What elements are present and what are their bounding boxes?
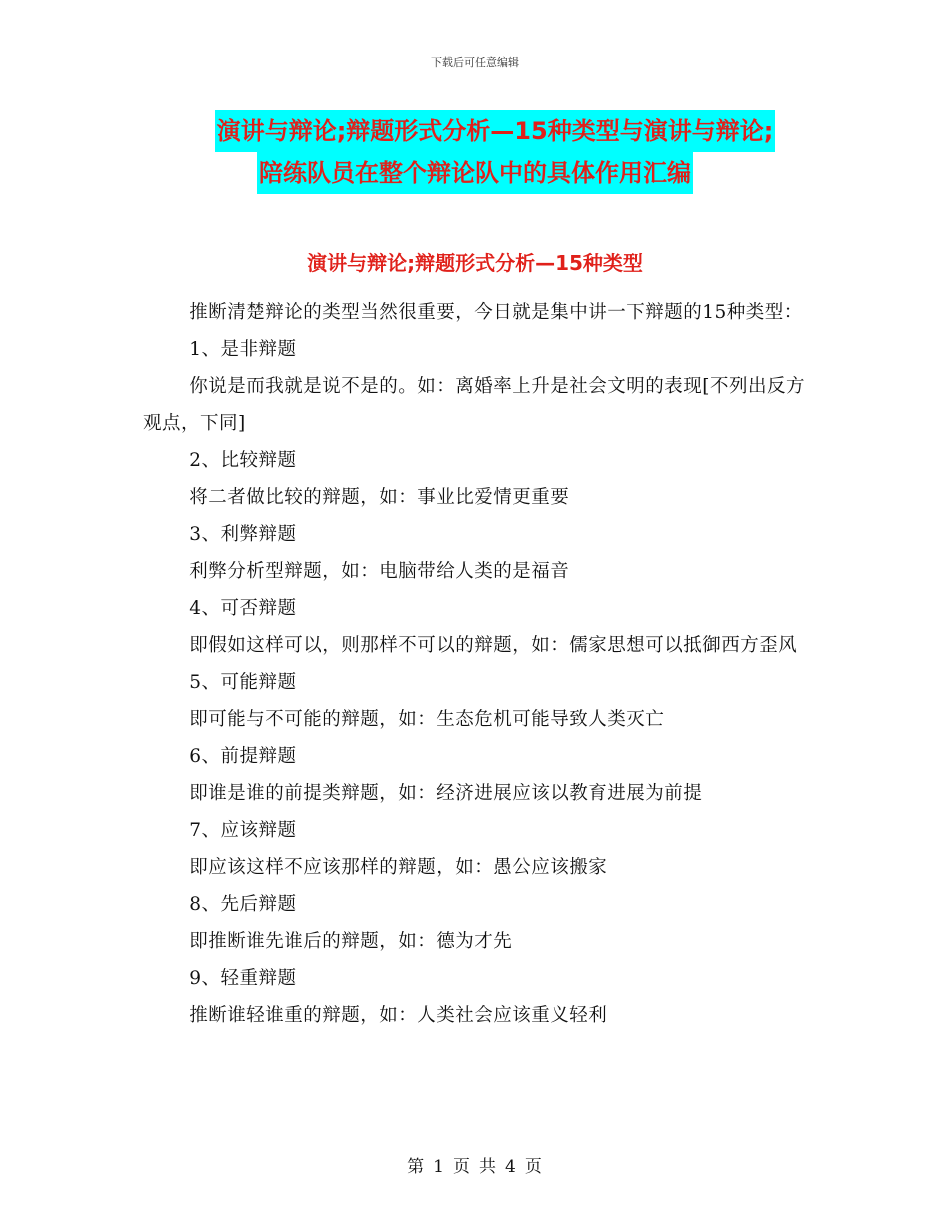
page-current: 1: [433, 1157, 445, 1177]
document-title-line-1: 演讲与辩论;辩题形式分析—15种类型与演讲与辩论;: [215, 110, 776, 152]
list-item-heading: 8、先后辩题: [189, 894, 297, 915]
total-unit: 页: [524, 1157, 543, 1177]
list-item-heading: 2、比较辩题: [189, 450, 297, 471]
paragraph: 即假如这样可以，则那样不可以的辩题，如：儒家思想可以抵御西方歪风: [189, 635, 798, 656]
page-footer: [0, 1152, 950, 1177]
list-item-heading: 1、是非辩题: [189, 339, 297, 360]
paragraph: 你说是而我就是说不是的。如：离婚率上升是社会文明的表现[不列出反方观点，下同]: [143, 376, 805, 434]
paragraph: 利弊分析型辩题，如：电脑带给人类的是福音: [189, 561, 570, 582]
page-label: 第: [407, 1157, 426, 1177]
page-unit: 页: [453, 1157, 471, 1177]
list-item-heading: 6、前提辩题: [189, 746, 297, 767]
paragraph: 推断清楚辩论的类型当然很重要，今日就是集中讲一下辩题的15种类型：: [189, 302, 803, 323]
document-title-line-2: 陪练队员在整个辩论队中的具体作用汇编: [257, 152, 693, 194]
body-text: [143, 294, 808, 1034]
paragraph: 即谁是谁的前提类辩题，如：经济进展应该以教育进展为前提: [189, 783, 703, 804]
list-item-heading: 5、可能辩题: [189, 672, 297, 693]
header-note: 下载后可任意编辑: [431, 56, 519, 69]
paragraph: 即可能与不可能的辩题，如：生态危机可能导致人类灭亡: [189, 709, 665, 730]
list-item-heading: 4、可否辩题: [189, 598, 297, 619]
list-item-heading: 3、利弊辩题: [189, 524, 297, 545]
paragraph: 即应该这样不应该那样的辩题，如：愚公应该搬家: [189, 857, 608, 878]
paragraph: 推断谁轻谁重的辩题，如：人类社会应该重义轻利: [189, 1005, 608, 1026]
document-title: [0, 110, 950, 194]
paragraph: 将二者做比较的辩题，如：事业比爱情更重要: [189, 487, 570, 508]
total-label: 共: [479, 1157, 497, 1177]
section-title: 演讲与辩论;辩题形式分析—15种类型: [307, 251, 643, 275]
list-item-heading: 7、应该辩题: [189, 820, 297, 841]
list-item-heading: 9、轻重辩题: [189, 968, 297, 989]
page-total: 4: [505, 1157, 517, 1177]
paragraph: 即推断谁先谁后的辩题，如：德为才先: [189, 931, 513, 952]
